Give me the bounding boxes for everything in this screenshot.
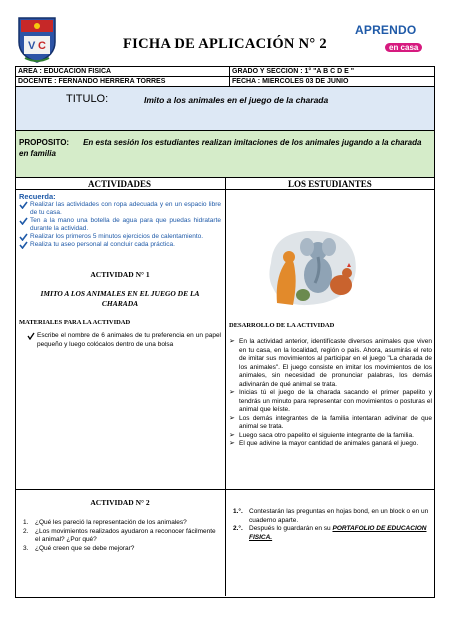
arrow-bullet-icon: ➢ bbox=[229, 440, 235, 447]
list-item: ➢ Inicias tú el juego de la charada sacando el primer papelito y tendrás un minuto para representar con movimientos o posturas el animal que leíste. bbox=[229, 389, 432, 413]
portfolio-text: PORTAFOLIO DE EDUCACION FISICA. bbox=[249, 525, 427, 541]
answer-step-2: 2.°. Después lo guardarán en su PORTAFOLIO DE EDUCACION FISICA. bbox=[233, 525, 427, 541]
purpose-label: PROPOSITO: bbox=[19, 138, 70, 147]
list-item: ➢ Luego saca otro papelito el siguiente integrante de la familia. bbox=[229, 431, 414, 439]
list-item: Realizar las actividades con ropa adecuada y en un espacio libre de tu casa. bbox=[19, 201, 221, 217]
activities-section bbox=[15, 178, 435, 598]
actividad-1-block bbox=[19, 270, 221, 349]
arrow-bullet-icon: ➢ bbox=[229, 389, 235, 396]
purpose-band bbox=[15, 131, 435, 178]
arrow-bullet-icon: ➢ bbox=[229, 338, 235, 345]
aprendo-en-casa-logo bbox=[355, 24, 431, 54]
list-item: 2. ¿Los movimientos realizados ayudaron a reconocer fácilmente el animal? ¿Por qué? bbox=[23, 527, 216, 543]
recuerda-block bbox=[19, 192, 221, 249]
arrow-bullet-icon: ➢ bbox=[229, 414, 235, 422]
materials-title: MATERIALES PARA LA ACTIVIDAD bbox=[19, 319, 131, 326]
page-title: FICHA DE APLICACIÓN N° 2 bbox=[123, 36, 327, 52]
header bbox=[15, 14, 435, 66]
recuerda-title: Recuerda: bbox=[19, 192, 56, 201]
svg-text:C: C bbox=[38, 40, 46, 52]
recuerda-list bbox=[19, 201, 221, 249]
actividad-1-subtitle: IMITO A LOS ANIMALES EN EL JUEGO DE LA CHARADA bbox=[40, 289, 200, 308]
docente-cell: DOCENTE : FERNANDO HERRERA TORRES bbox=[16, 77, 230, 87]
checkmark-icon bbox=[27, 332, 35, 340]
column-divider bbox=[225, 178, 226, 596]
actividad-2-answers bbox=[229, 508, 432, 542]
actividad-1-title: ACTIVIDAD N° 1 bbox=[90, 270, 150, 279]
area-cell: AREA : EDUCACION FISICA bbox=[16, 67, 230, 77]
title-label: TITULO: bbox=[66, 93, 109, 105]
list-item: ➢ Los demás integrantes de la familia intentaran adivinar de que animal se trata. bbox=[229, 414, 432, 430]
desarrollo-list bbox=[229, 338, 432, 449]
animals-illustration bbox=[263, 223, 363, 313]
checkmark-icon bbox=[19, 241, 28, 249]
materials-item: Escribe el nombre de 6 animales de tu preferencia en un papel pequeño y luego colócalos dentro de una bolsa bbox=[27, 332, 221, 349]
row-divider bbox=[16, 489, 434, 490]
list-item: Realiza tu aseo personal al concluir cada práctica. bbox=[19, 241, 221, 249]
desarrollo-title: DESARROLLO DE LA ACTIVIDAD bbox=[229, 322, 335, 329]
list-item: 1. ¿Qué les pareció la representación de los animales? bbox=[23, 519, 187, 526]
logo-text-bottom: en casa bbox=[385, 43, 422, 52]
list-item: ➢ El que adivine la mayor cantidad de animales ganará el juego. bbox=[229, 440, 419, 447]
column-estudiantes: LOS ESTUDIANTES bbox=[288, 179, 372, 189]
title-text: Imito a los animales en el juego de la charada bbox=[144, 95, 329, 105]
list-item: 3. ¿Qué creen que se debe mejorar? bbox=[23, 544, 135, 552]
checkmark-icon bbox=[19, 201, 28, 209]
column-actividades: ACTIVIDADES bbox=[88, 179, 152, 189]
checkmark-icon bbox=[19, 217, 28, 225]
desarrollo-block bbox=[229, 322, 432, 449]
school-crest-icon bbox=[17, 16, 57, 64]
worksheet-page bbox=[15, 14, 435, 598]
list-item: Realizar los primeros 5 minutos ejercicios de calentamiento. bbox=[19, 233, 221, 241]
answer-step-1: 1.°. Contestarán las preguntas en hojas bond, en un block o en un cuaderno aparte. bbox=[233, 508, 429, 524]
actividad-2-block bbox=[19, 498, 221, 553]
info-table bbox=[15, 66, 435, 87]
questions-list bbox=[19, 519, 221, 553]
fecha-cell: FECHA : MIERCOLES 03 DE JUNIO bbox=[230, 77, 435, 87]
grado-cell: GRADO Y SECCION : 1° "A B C D E " bbox=[230, 67, 435, 77]
logo-text-top: APRENDO bbox=[355, 23, 417, 37]
list-item: Ten a la mano una botella de agua para que puedas hidratarte durante la actividad. bbox=[19, 217, 221, 233]
svg-text:V: V bbox=[28, 40, 36, 52]
list-item: ➢ En la actividad anterior, identifícaste diversos animales que viven en tu casa, en la localidad, región o país. Ahora, asumirás el reto de imitar sus movimientos al participar en el juego "La charada de los animales". El juego consiste en imitar los movimientos de los animales, sin necesidad de pronunciar palabras, los demás adivinarán de qué animal se trata. bbox=[229, 338, 432, 388]
actividad-2-title: ACTIVIDAD N° 2 bbox=[90, 498, 150, 507]
title-band bbox=[15, 87, 435, 131]
arrow-bullet-icon: ➢ bbox=[229, 431, 235, 439]
checkmark-icon bbox=[19, 233, 28, 241]
purpose-text: En esta sesión los estudiantes realizan imitaciones de los animales jugando a la charada en familia bbox=[19, 138, 422, 158]
